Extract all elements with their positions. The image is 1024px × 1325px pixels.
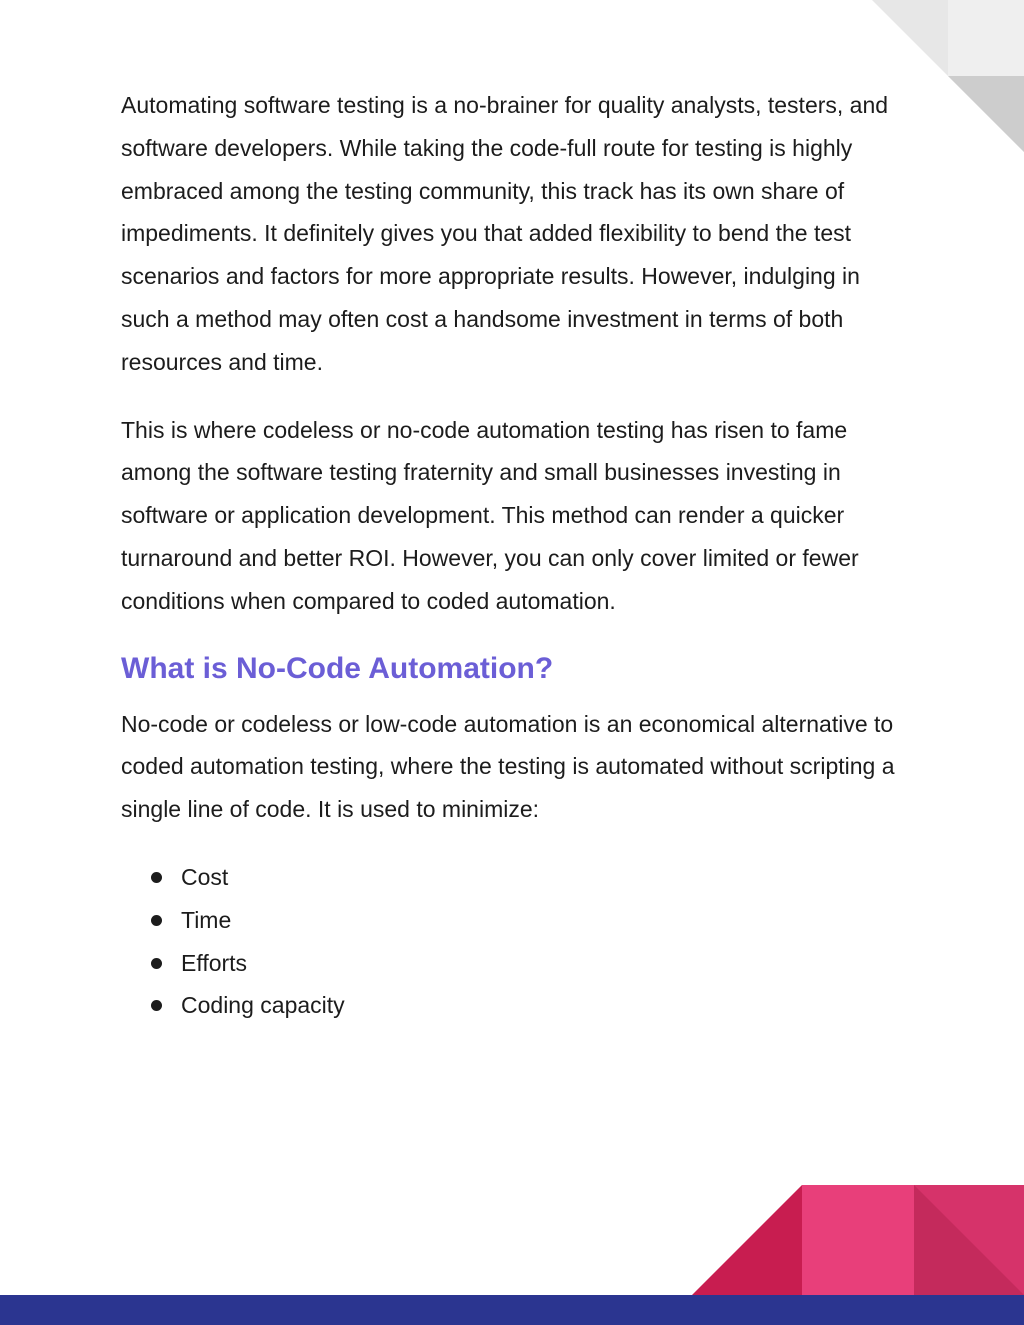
list-item-label: Efforts — [181, 949, 248, 976]
bullet-icon — [151, 958, 162, 969]
list-item-label: Coding capacity — [181, 992, 345, 1019]
benefits-list — [121, 856, 911, 1027]
list-item — [151, 856, 911, 899]
bullet-icon — [151, 872, 162, 883]
list-item — [151, 984, 911, 1027]
definition-paragraph: No-code or codeless or low-code automation is an economical alternative to coded automation testing, where the testing is automated without scripting a single line of code. It is used to minimize: — [121, 710, 895, 823]
list-item-label: Time — [181, 906, 232, 933]
corner-decoration-bottom — [692, 1185, 1024, 1295]
list-item-label: Cost — [181, 863, 229, 890]
list-item — [151, 899, 911, 942]
list-item — [151, 942, 911, 985]
codeless-paragraph: This is where codeless or no-code automation testing has risen to fame among the software testing fraternity and small businesses investing in software or application development. This method can render a quicker turnaround and better ROI. However, you can only cover limited or fewer conditions when compared to coded automation. — [121, 416, 859, 614]
bullet-icon — [151, 915, 162, 926]
footer-bar — [0, 1295, 1024, 1325]
bullet-icon — [151, 1000, 162, 1011]
section-heading: What is No-Code Automation? — [121, 651, 554, 685]
document-body — [121, 84, 911, 1027]
intro-paragraph: Automating software testing is a no-brainer for quality analysts, testers, and software developers. While taking the code-full route for testing is highly embraced among the testing community, this track has its own share of impediments. It definitely gives you that added flexibility to bend the test scenarios and factors for more appropriate results. However, indulging in such a method may often cost a handsome investment in terms of both resources and time. — [121, 92, 889, 375]
